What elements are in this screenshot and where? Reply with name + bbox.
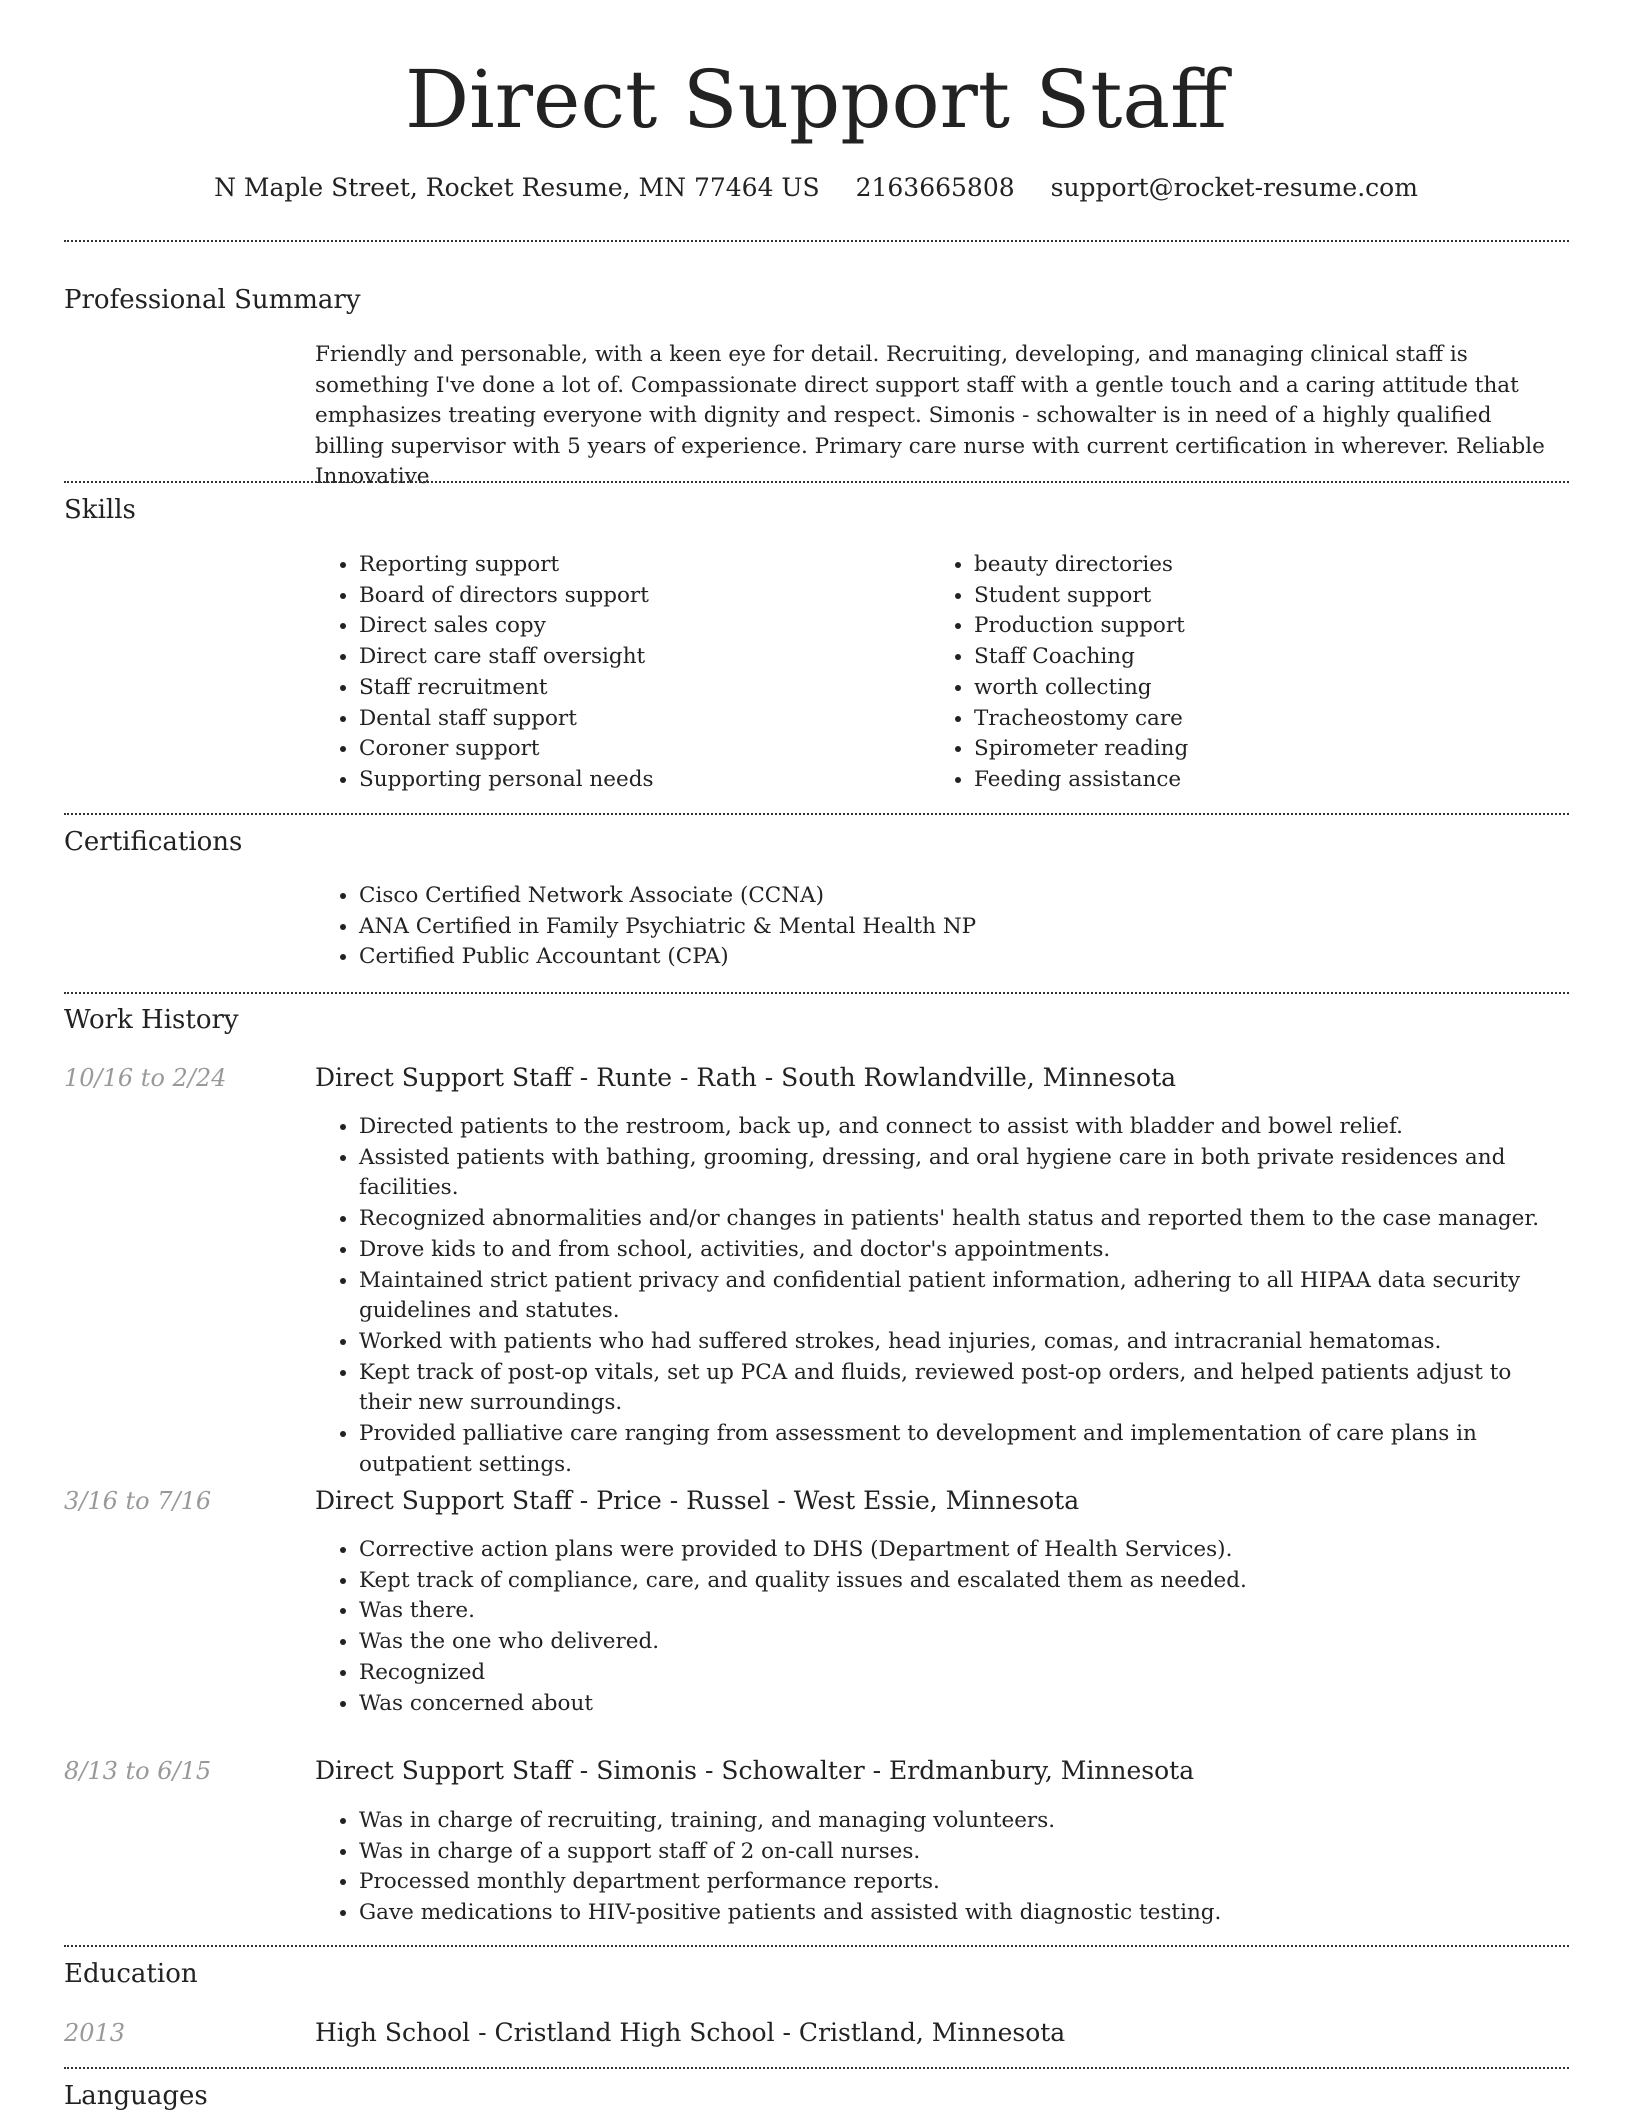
job-title: Direct Support Staff - Price - Russel - West Essie, Minnesota <box>315 1486 1080 1515</box>
email: support@rocket-resume.com <box>1050 173 1418 202</box>
divider <box>64 481 1569 483</box>
skill-item: • Supporting personal needs <box>359 765 915 796</box>
skill-item: • Spirometer reading <box>974 734 1530 765</box>
job-bullet: • Worked with patients who had suffered strokes, head injuries, comas, and intracranial hematomas. <box>359 1327 1565 1358</box>
certification-item: • ANA Certified in Family Psychiatric & Mental Health NP <box>359 912 1565 943</box>
skill-item: • Production support <box>974 611 1530 642</box>
job-bullet: • Was the one who delivered. <box>359 1627 1565 1658</box>
skill-item: • Dental staff support <box>359 704 915 735</box>
skill-item: • Staff Coaching <box>974 642 1530 673</box>
job-bullet: • Recognized <box>359 1658 1565 1689</box>
section-title-certifications: Certifications <box>64 827 243 857</box>
job-bullet: • Directed patients to the restroom, back up, and connect to assist with bladder and bowel relief. <box>359 1112 1565 1143</box>
certifications-list <box>315 881 1565 973</box>
job-bullet: • Processed monthly department performance reports. <box>359 1867 1565 1898</box>
divider <box>64 2067 1569 2069</box>
education-year: 2013 <box>64 2019 126 2047</box>
job-dates: 3/16 to 7/16 <box>64 1487 212 1515</box>
job-bullet: • Kept track of compliance, care, and quality issues and escalated them as needed. <box>359 1566 1565 1597</box>
skill-item: • Feeding assistance <box>974 765 1530 796</box>
job-bullets <box>315 1112 1565 1480</box>
section-title-work-history: Work History <box>64 1005 239 1035</box>
job-bullet: • Was in charge of a support staff of 2 on-call nurses. <box>359 1837 1565 1868</box>
summary-text: Friendly and personable, with a keen eye for detail. Recruiting, developing, and managing clinical staff is something I've done a lot of. Compassionate direct support staff with a gentle touch and a caring attitude that emphasizes treating everyone with dignity and respect. Simonis - schowalter is in need of a highly qualified billing supervisor with 5 years of experience. Primary care nurse with current certification in wherever. Reliable Innovative <box>315 342 1545 489</box>
phone: 2163665808 <box>855 173 1015 202</box>
job-bullet: • Was in charge of recruiting, training, and managing volunteers. <box>359 1806 1565 1837</box>
skill-item: • Coroner support <box>359 734 915 765</box>
section-title-skills: Skills <box>64 495 136 525</box>
divider <box>64 992 1569 994</box>
job-dates: 8/13 to 6/15 <box>64 1757 212 1785</box>
job-bullets <box>315 1806 1565 1929</box>
skill-item: • Student support <box>974 581 1530 612</box>
skill-item: • Reporting support <box>359 550 915 581</box>
job-bullet: • Was concerned about <box>359 1689 1565 1720</box>
job-bullet: • Was there. <box>359 1596 1565 1627</box>
education-school: High School - Cristland High School - Cristland, Minnesota <box>315 2018 1066 2047</box>
certification-item: • Cisco Certified Network Associate (CCNA) <box>359 881 1565 912</box>
job-title: Direct Support Staff - Runte - Rath - South Rowlandville, Minnesota <box>315 1063 1177 1092</box>
job-title: Direct Support Staff - Simonis - Schowalter - Erdmanbury, Minnesota <box>315 1756 1195 1785</box>
skill-item: • worth collecting <box>974 673 1530 704</box>
address: N Maple Street, Rocket Resume, MN 77464 US <box>214 173 820 202</box>
certification-item: • Certified Public Accountant (CPA) <box>359 942 1565 973</box>
job-bullet: • Drove kids to and from school, activities, and doctor's appointments. <box>359 1235 1565 1266</box>
skill-item: • Direct care staff oversight <box>359 642 915 673</box>
job-bullet: • Recognized abnormalities and/or changes in patients' health status and reported them to the case manager. <box>359 1204 1565 1235</box>
divider <box>64 813 1569 815</box>
job-bullets <box>315 1535 1565 1719</box>
job-bullet: • Kept track of post-op vitals, set up PCA and fluids, reviewed post-op orders, and helped patients adjust to their new surroundings. <box>359 1358 1565 1419</box>
candidate-name: Direct Support Staff <box>405 53 1227 146</box>
contact-line <box>0 170 1632 206</box>
job-bullet: • Maintained strict patient privacy and confidential patient information, adhering to all HIPAA data security guidelines and statutes. <box>359 1266 1565 1327</box>
section-title-languages: Languages <box>64 2081 208 2111</box>
job-bullet: • Gave medications to HIV-positive patients and assisted with diagnostic testing. <box>359 1898 1565 1929</box>
skill-item: • Tracheostomy care <box>974 704 1530 735</box>
job-bullet: • Assisted patients with bathing, grooming, dressing, and oral hygiene care in both private residences and facilities. <box>359 1143 1565 1204</box>
section-title-education: Education <box>64 1959 198 1989</box>
skill-item: • beauty directories <box>974 550 1530 581</box>
job-bullet: • Corrective action plans were provided to DHS (Department of Health Services). <box>359 1535 1565 1566</box>
job-dates: 10/16 to 2/24 <box>64 1064 227 1092</box>
job-bullet: • Provided palliative care ranging from assessment to development and implementation of care plans in outpatient settings. <box>359 1419 1565 1480</box>
skill-item: • Direct sales copy <box>359 611 915 642</box>
skill-item: • Staff recruitment <box>359 673 915 704</box>
section-title-summary: Professional Summary <box>64 285 361 315</box>
skills-list-right <box>930 550 1530 796</box>
divider <box>64 1945 1569 1947</box>
divider <box>64 240 1569 242</box>
skills-list-left <box>315 550 915 796</box>
skill-item: • Board of directors support <box>359 581 915 612</box>
